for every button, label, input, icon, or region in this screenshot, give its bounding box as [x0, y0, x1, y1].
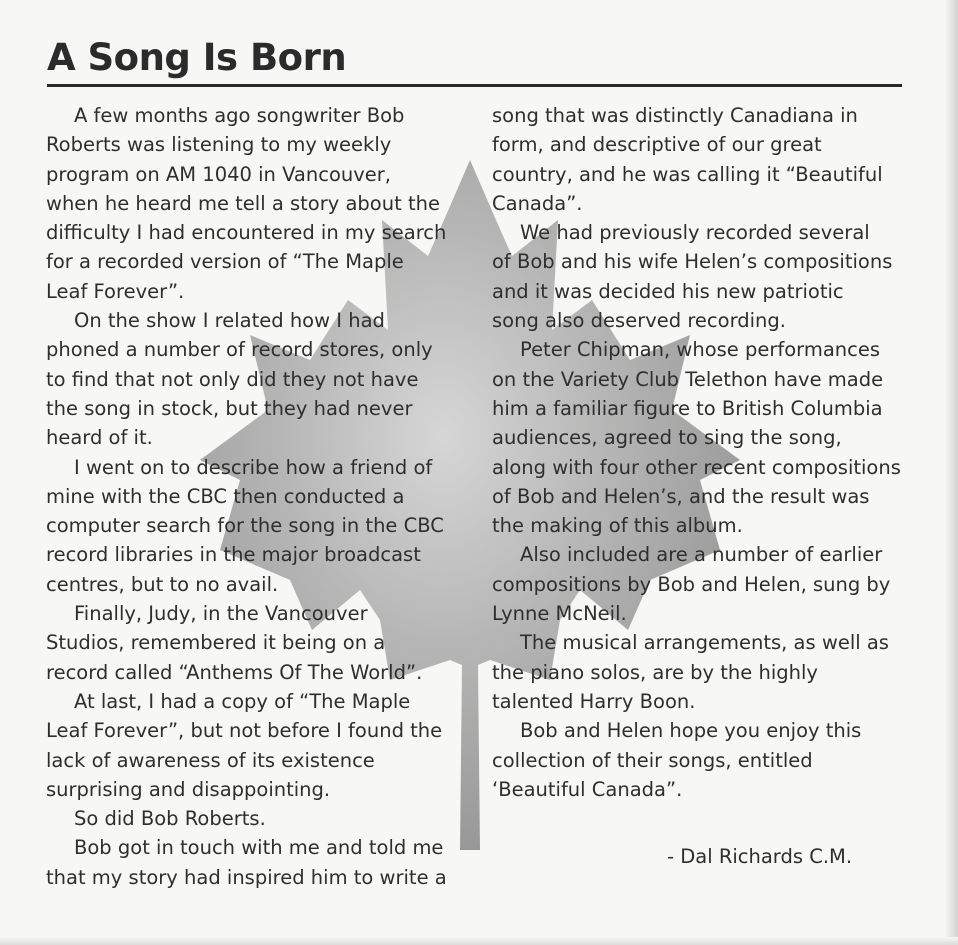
right-column-line: audiences, agreed to sing the song, — [492, 426, 842, 450]
right-column-line: on the Variety Club Telethon have made — [492, 367, 884, 391]
right-column-line: of Bob and Helen’s, and the result was — [492, 484, 870, 508]
left-column-line: when he heard me tell a story about the — [46, 191, 440, 215]
left-column-line: surprising and disappointing. — [46, 777, 331, 801]
page-bottom-shadow — [0, 937, 958, 945]
right-column-line: The musical arrangements, as well as — [520, 631, 889, 655]
left-column-line: Studios, remembered it being on a — [46, 631, 386, 655]
left-column-line: heard of it. — [46, 426, 153, 450]
page-title: A Song Is Born — [47, 36, 347, 79]
right-column-line: him a familiar figure to British Columbia — [492, 396, 883, 420]
left-column-line: difficulty I had encountered in my search — [46, 221, 447, 245]
right-column-line: of Bob and his wife Helen’s compositions — [492, 250, 893, 274]
right-column-line: song also deserved recording. — [492, 309, 786, 333]
right-column-line: Bob and Helen hope you enjoy this — [520, 719, 862, 743]
title-rule — [47, 84, 902, 87]
page-edge-shadow — [944, 0, 958, 945]
right-column-line: the making of this album. — [492, 514, 743, 538]
right-column-line: collection of their songs, entitled — [492, 748, 813, 772]
left-column-line: centres, but to no avail. — [46, 572, 279, 596]
left-column-line: On the show I related how I had — [74, 309, 385, 333]
left-column-line: Bob got in touch with me and told me — [74, 836, 444, 860]
right-column-line: We had previously recorded several — [520, 221, 870, 245]
right-column-line: song that was distinctly Canadiana in — [492, 104, 858, 127]
right-column-line: compositions by Bob and Helen, sung by — [492, 572, 891, 596]
signature: - Dal Richards C.M. — [667, 845, 853, 868]
left-column-line: the song in stock, but they had never — [46, 396, 413, 420]
right-column-line: along with four other recent compositions — [492, 455, 901, 479]
left-column-line: phoned a number of record stores, only — [46, 338, 433, 362]
left-column — [46, 101, 466, 892]
left-column-line: computer search for the song in the CBC — [46, 514, 444, 538]
left-column-line: to find that not only did they not have — [46, 367, 419, 391]
right-column-line: Canada”. — [492, 191, 583, 215]
right-column-line: form, and descriptive of our great — [492, 133, 822, 157]
left-column-line: that my story had inspired him to write a — [46, 865, 447, 889]
left-column-line: So did Bob Roberts. — [74, 807, 266, 831]
left-column-line: program on AM 1040 in Vancouver, — [46, 162, 391, 186]
right-column-line: country, and he was calling it “Beautiful — [492, 162, 883, 186]
left-column-line: lack of awareness of its existence — [46, 748, 375, 772]
right-column-line: Lynne McNeil. — [492, 602, 627, 626]
right-column-line: ‘Beautiful Canada”. — [492, 777, 683, 801]
left-column-line: Finally, Judy, in the Vancouver — [74, 602, 368, 626]
right-column-line: the piano solos, are by the highly — [492, 660, 818, 684]
left-column-line: Roberts was listening to my weekly — [46, 133, 392, 157]
left-column-line: At last, I had a copy of “The Maple — [74, 689, 411, 713]
right-column-line: talented Harry Boon. — [492, 689, 696, 713]
right-column — [492, 101, 912, 804]
left-column-line: A few months ago songwriter Bob — [74, 104, 405, 127]
right-column-line: Also included are a number of earlier — [520, 543, 883, 567]
left-column-line: mine with the CBC then conducted a — [46, 484, 405, 508]
left-column-line: I went on to describe how a friend of — [74, 455, 433, 479]
left-column-line: record called “Anthems Of The World”. — [46, 660, 423, 684]
right-column-line: Peter Chipman, whose performances — [520, 338, 881, 362]
left-column-line: Leaf Forever”. — [46, 279, 185, 303]
left-column-line: Leaf Forever”, but not before I found the — [46, 719, 443, 743]
left-column-line: record libraries in the major broadcast — [46, 543, 421, 567]
right-column-line: and it was decided his new patriotic — [492, 279, 844, 303]
left-column-line: for a recorded version of “The Maple — [46, 250, 404, 274]
